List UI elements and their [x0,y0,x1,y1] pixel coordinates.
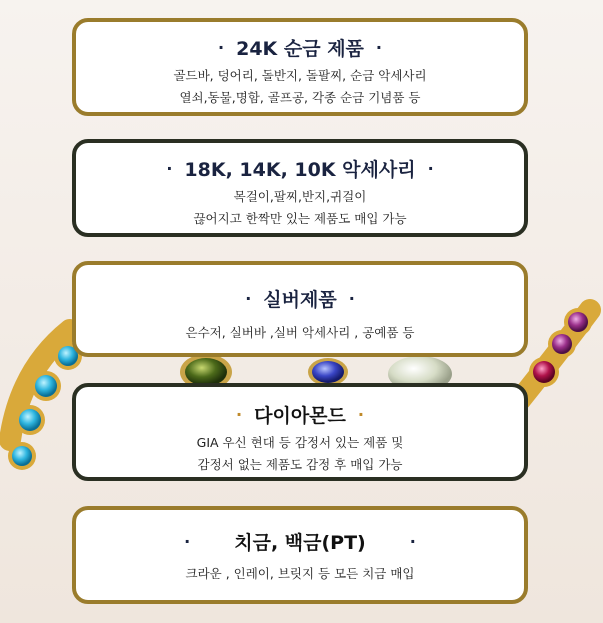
section-line: 끊어지고 한짝만 있는 제품도 매입 가능 [193,211,407,226]
section-line: 은수저, 실버바 ,실버 악세사리 , 공예품 등 [185,325,415,340]
section-title [76,285,524,312]
bullet-dot-icon: · [427,159,434,178]
section-title-text: 24K 순금 제품 [236,38,364,60]
section-diamond [72,383,528,481]
section-title-text: 실버제품 [263,289,337,311]
section-title [76,401,524,428]
section-dental-platinum [72,506,528,604]
section-title [76,528,524,555]
bullet-dot-icon: · [409,532,416,551]
bullet-dot-icon: · [348,289,355,308]
bullet-dot-icon: · [375,38,382,57]
section-title [76,34,524,61]
bullet-dot-icon: · [245,289,252,308]
bullet-dot-icon: · [166,159,173,178]
section-line: 감정서 없는 제품도 감정 후 매입 가능 [197,457,403,472]
bullet-dot-icon: · [236,405,243,424]
section-line: 크라운 , 인레이, 브릿지 등 모든 치금 매입 [185,566,415,581]
section-line: 골드바, 덩어리, 돌반지, 돌팔찌, 순금 악세사리 [173,68,427,83]
bullet-dot-icon: · [184,532,191,551]
section-line: 열쇠,동물,명함, 골프공, 각종 순금 기념품 등 [179,90,421,105]
blue-ring-decoration [8,330,82,470]
purple-ring-decoration [520,308,592,400]
bullet-dot-icon: · [218,38,225,57]
section-line: GIA 우신 현대 등 감정서 있는 제품 및 [196,435,404,450]
section-silver [72,261,528,357]
section-title-text: 다이아몬드 [254,405,346,427]
section-18k-14k-10k [72,139,528,237]
section-line: 목걸이,팔찌,반지,귀걸이 [233,189,367,204]
section-title [76,155,524,182]
section-24k-gold [72,18,528,116]
section-title-text: 치금, 백금(PT) [234,532,366,554]
bullet-dot-icon: · [357,405,364,424]
section-title-text: 18K, 14K, 10K 악세사리 [184,159,416,181]
